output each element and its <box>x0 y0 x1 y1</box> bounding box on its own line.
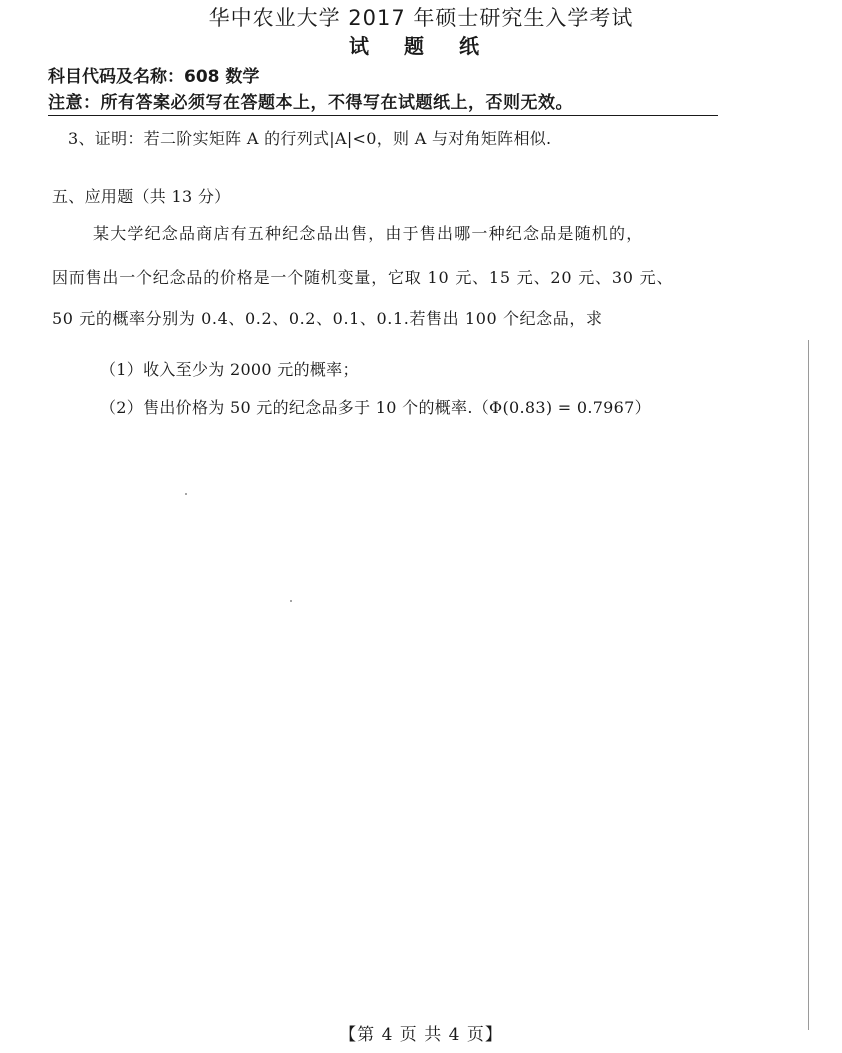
section-5-heading: 五、应用题（共 13 分） <box>52 187 231 206</box>
sub-question-1: （1）收入至少为 2000 元的概率； <box>100 360 359 379</box>
scan-speck <box>290 600 292 602</box>
school-exam-title: 华中农业大学 2017 年硕士研究生入学考试 <box>208 6 634 30</box>
scan-speck <box>185 493 187 495</box>
problem-text-line-3: 50 元的概率分别为 0.4、0.2、0.2、0.1、0.1.若售出 100 个纪念品，求 <box>52 309 603 328</box>
problem-text-line-1: 某大学纪念品商店有五种纪念品出售，由于售出哪一种纪念品是随机的， <box>93 224 644 243</box>
notice-text: 注意：所有答案必须写在答题本上，不得写在试题纸上，否则无效。 <box>48 88 718 116</box>
page-footer: 【第 4 页 共 4 页】 <box>339 1025 503 1045</box>
sub-question-2: （2）售出价格为 50 元的纪念品多于 10 个的概率.（Φ(0.83) = 0.7967） <box>100 398 651 417</box>
paper-label: 试 题 纸 <box>349 34 493 58</box>
problem-text-line-2: 因而售出一个纪念品的价格是一个随机变量，它取 10 元、15 元、20 元、30 元、 <box>52 268 674 287</box>
subject-code-name: 科目代码及名称：608 数学 <box>48 67 260 87</box>
question-3: 3、证明：若二阶实矩阵 A 的行列式|A|<0，则 A 与对角矩阵相似. <box>68 129 552 148</box>
scan-edge-line <box>808 340 809 1030</box>
